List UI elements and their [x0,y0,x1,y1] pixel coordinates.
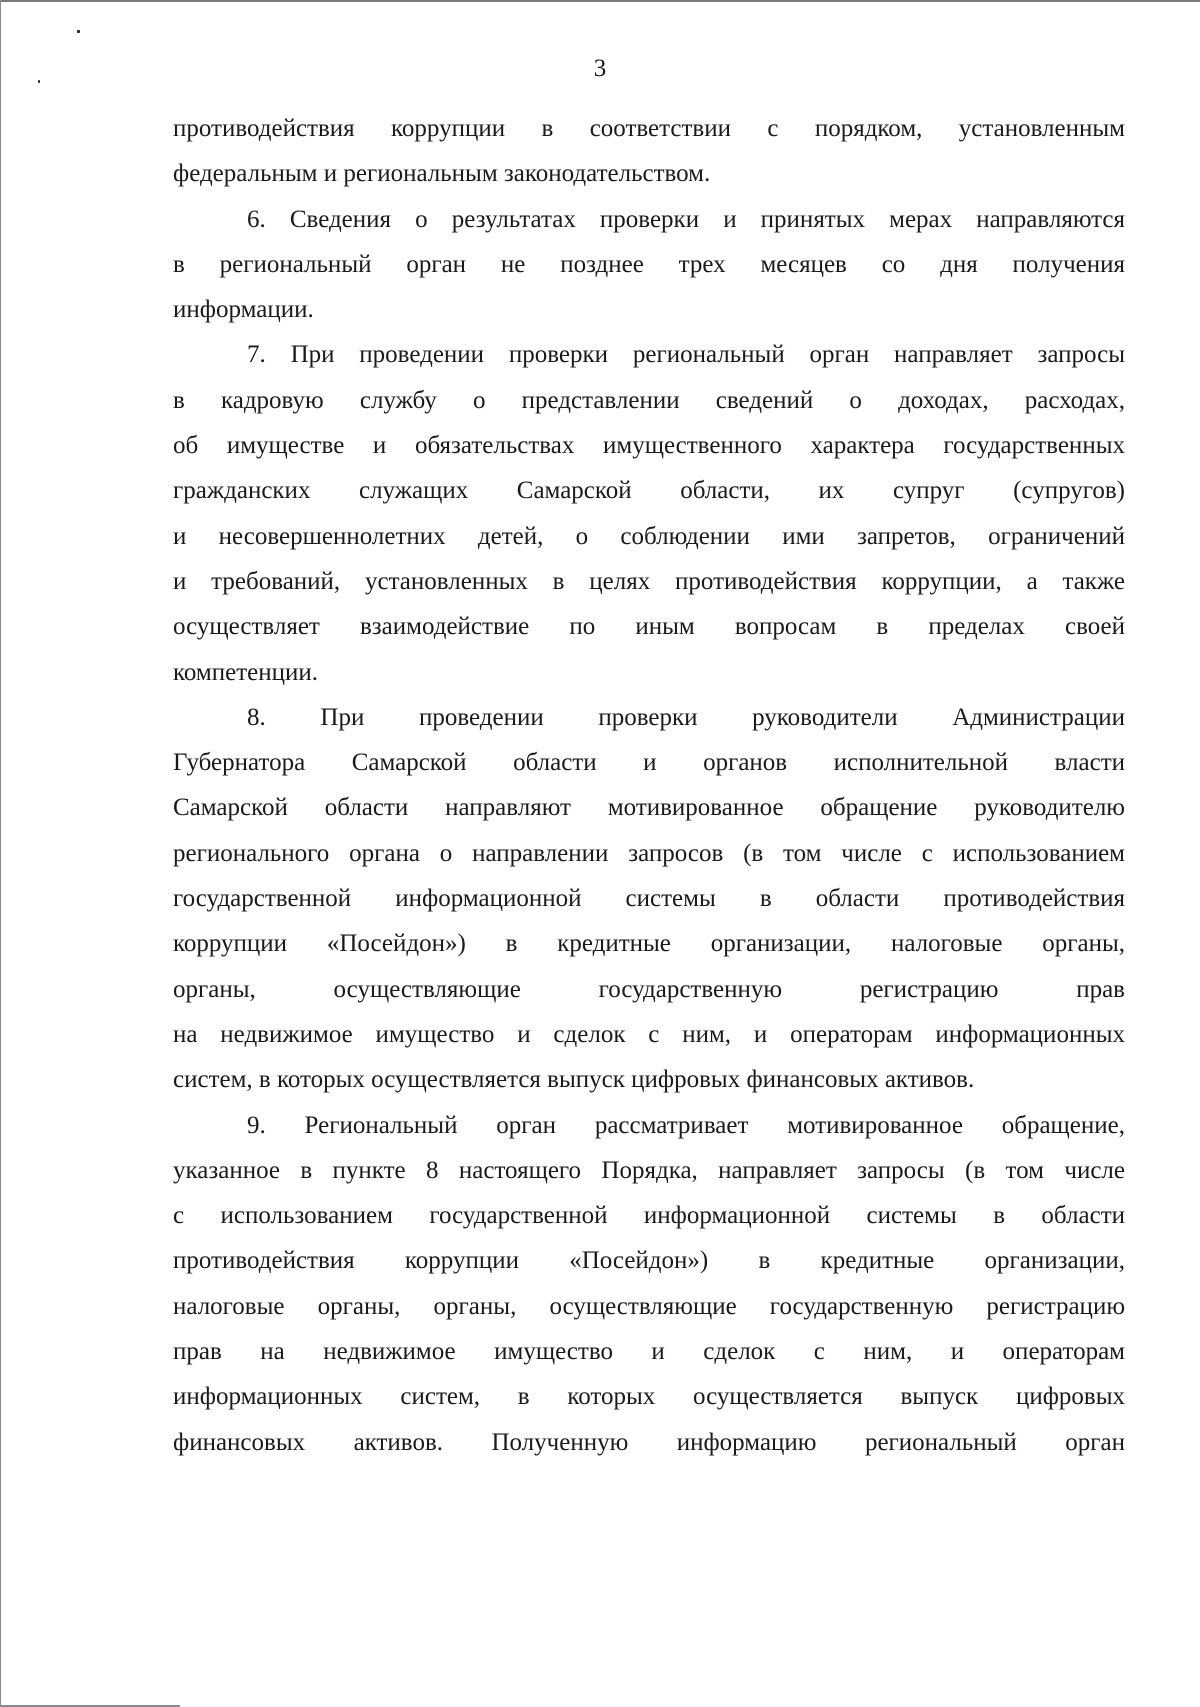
text-line: компетенции. [173,658,318,686]
text-line: 8. При проведении проверки руководители Администрации [247,703,1125,731]
text-line: коррупции «Посейдон») в кредитные организации, налоговые органы, [173,930,1125,958]
scan-edge-top [0,0,1200,2]
text-line: федеральным и региональным законодательством. [173,160,711,188]
scan-edge-left [0,0,1,1707]
text-line: противодействия коррупции «Посейдон») в кредитные организации, [173,1247,1125,1275]
text-line: налоговые органы, органы, осуществляющие государственную регистрацию [173,1292,1125,1320]
text-line: Губернатора Самарской области и органов исполнительной власти [173,749,1125,777]
paragraph-continuation [173,106,1125,197]
paragraph-item-8 [173,695,1125,1103]
text-line: Самарской области направляют мотивированное обращение руководителю [173,794,1125,822]
text-line: об имуществе и обязательствах имущественного характера государственных [173,432,1125,460]
text-line: осуществляет взаимодействие по иным вопросам в пределах своей [173,613,1125,641]
text-line: 7. При проведении проверки региональный орган направляет запросы [247,341,1125,369]
text-line: с использованием государственной информационной системы в области [173,1202,1125,1230]
text-line: информационных систем, в которых осуществляется выпуск цифровых [173,1383,1125,1411]
text-line: систем, в которых осуществляется выпуск цифровых финансовых активов. [173,1066,975,1094]
text-line: в кадровую службу о представлении сведений о доходах, расходах, [173,386,1125,414]
scan-speck [77,30,80,33]
text-line: прав на недвижимое имущество и сделок с ним, и операторам [173,1338,1125,1366]
text-line: органы, осуществляющие государственную регистрацию прав [173,975,1125,1003]
text-line: 6. Сведения о результатах проверки и принятых мерах направляются [247,205,1125,233]
text-line: гражданских служащих Самарской области, их супруг (супругов) [173,477,1125,505]
paragraph-item-6 [173,197,1125,333]
text-line: и несовершеннолетних детей, о соблюдении ими запретов, ограничений [173,522,1125,550]
text-line: информации. [173,296,314,324]
text-line: 9. Региональный орган рассматривает мотивированное обращение, [247,1111,1125,1139]
page-number: 3 [593,55,607,82]
text-line: государственной информационной системы в области противодействия [173,885,1125,913]
document-body [173,106,1125,1465]
text-line: финансовых активов. Полученную информацию региональный орган [173,1428,1125,1456]
paragraph-item-7 [173,332,1125,694]
text-line: в региональный орган не позднее трех месяцев со дня получения [173,250,1125,278]
paragraph-item-9 [173,1103,1125,1465]
text-line: на недвижимое имущество и сделок с ним, и операторам информационных [173,1020,1125,1048]
text-line: противодействия коррупции в соответствии с порядком, установленным [173,115,1125,142]
text-line: регионального органа о направлении запросов (в том числе с использованием [173,839,1125,867]
text-line: указанное в пункте 8 настоящего Порядка, направляет запросы (в том числе [173,1156,1125,1184]
text-line: и требований, установленных в целях противодействия коррупции, а также [173,567,1125,595]
